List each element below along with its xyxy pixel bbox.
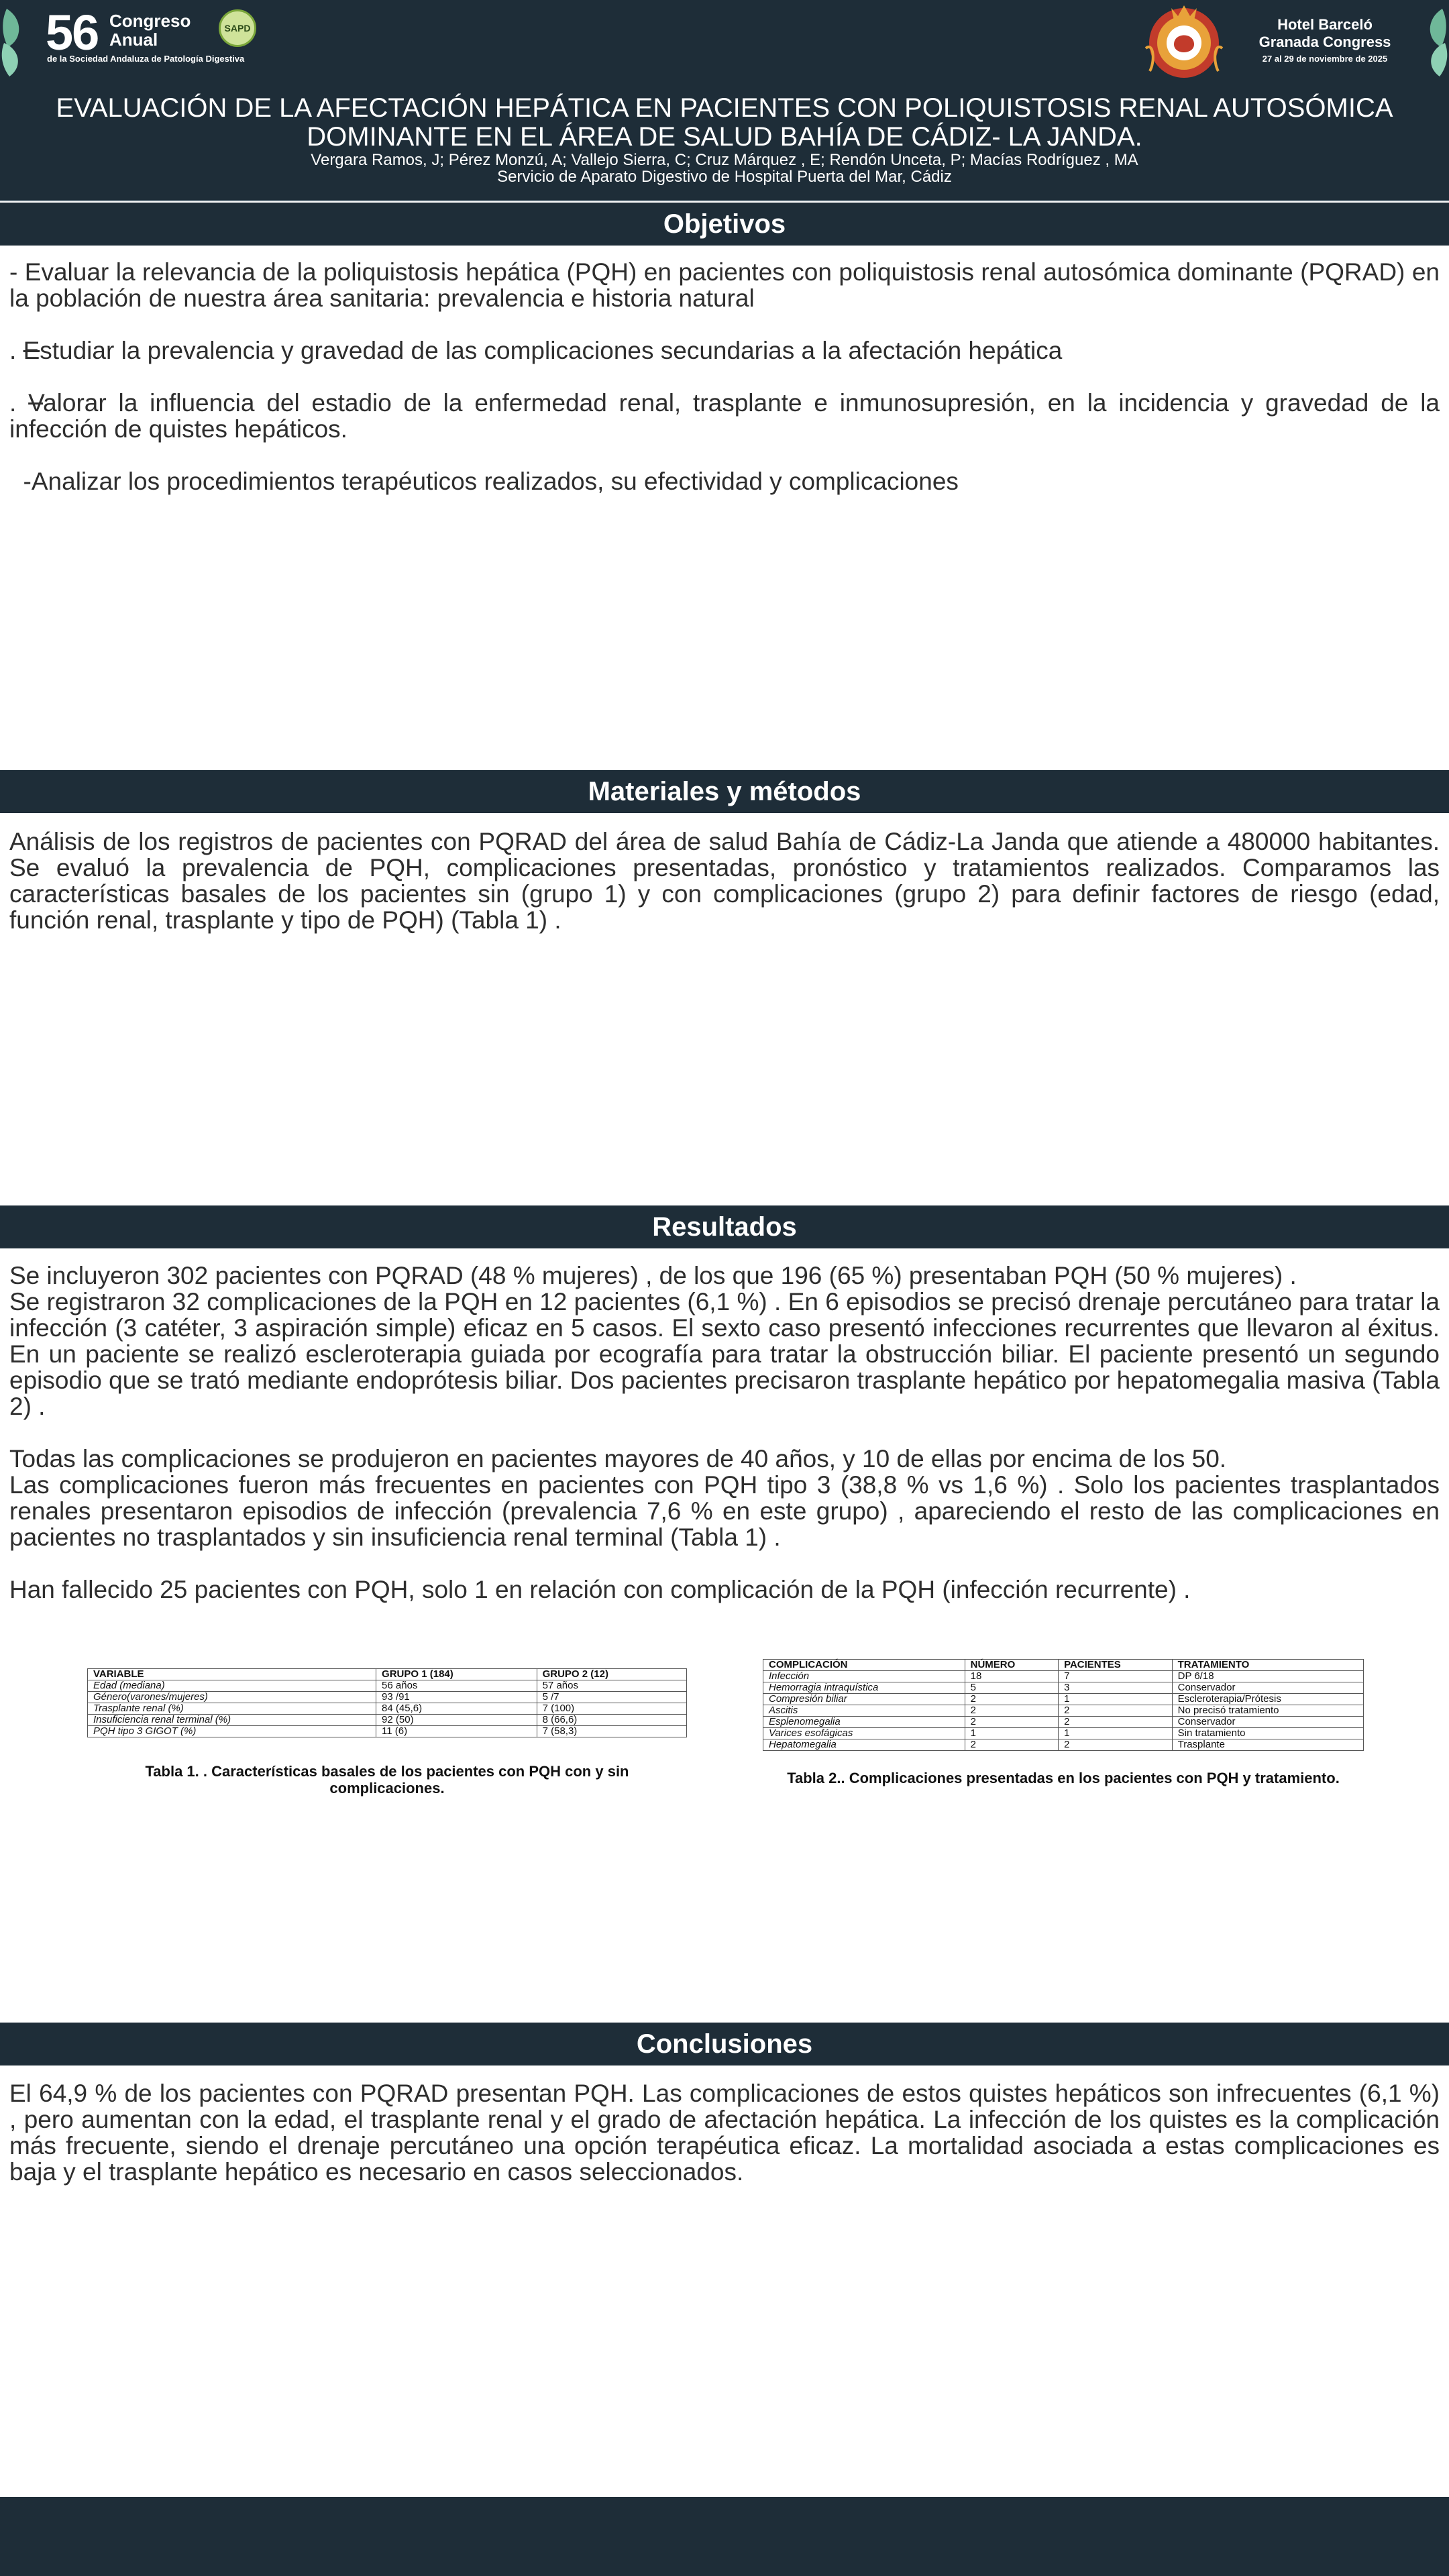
section-heading-conclusiones: Conclusiones [0,2023,1449,2065]
congress-word: Anual [109,30,158,50]
table-header-cell: COMPLICACIÓN [763,1660,965,1671]
table-row [763,1671,1364,1682]
table-cell: 8 (66,6) [537,1715,686,1726]
results-text [0,1262,1440,1603]
table-header-cell: GRUPO 1 (184) [376,1669,537,1680]
results-paragraph: Se incluyeron 302 pacientes con PQRAD (48 % mujeres) , de los que 196 (65 %) presentaban PQH (50 % mujeres) . [9,1262,1297,1289]
table-cell: 84 (45,6) [376,1703,537,1715]
objective-bullet: . [9,337,23,364]
table-cell: Insuficiencia renal terminal (%) [88,1715,376,1726]
table-row [88,1680,687,1692]
table-cell: 2 [965,1705,1058,1717]
table-cell: 5 [965,1682,1058,1694]
table-cell: 56 años [376,1680,537,1692]
table-cell: Conservador [1172,1682,1363,1694]
poster-title [27,94,1422,152]
table-cell: Hepatomegalia [763,1739,965,1751]
objective-strike-letter: V [28,389,44,417]
table-header-cell: NÚMERO [965,1660,1058,1671]
table-cell: Trasplante [1172,1739,1363,1751]
table-cell: Esplenomegalia [763,1717,965,1728]
table-cell: No precisó tratamiento [1172,1705,1363,1717]
table-header-cell: VARIABLE [88,1669,376,1680]
table-cell: Infección [763,1671,965,1682]
table-cell: Escleroterapia/Prótesis [1172,1694,1363,1705]
table-header-row [763,1660,1364,1671]
table-cell: 2 [965,1694,1058,1705]
results-paragraph: Se registraron 32 complicaciones de la PQH en 12 pacientes (6,1 %) . En 6 episodios se precisó drenaje percutáneo para tratar la infección (3 catéter, 3 aspiración simple) eficaz en 5 casos. El sexto caso presentó infecciones recurrentes que llevaron al éxitus. En un paciente se realizó escleroterapia guiada por ecografía para tratar la obstrucción biliar. El paciente presentó un segundo episodio que se trató mediante endoprótesis biliar. Dos pacientes precisaron trasplante hepático por hepatomegalia masiva (Tabla 2) . [9,1288,1440,1420]
poster-header [0,0,1449,200]
table-cell: 92 (50) [376,1715,537,1726]
table-cell: Compresión biliar [763,1694,965,1705]
title-line: EVALUACIÓN DE LA AFECTACIÓN HEPÁTICA EN PACIENTES CON POLIQUISTOSIS RENAL AUTOSÓMICA [56,93,1393,123]
table-cell: 5 /7 [537,1692,686,1703]
table-cell: Conservador [1172,1717,1363,1728]
objective-item: - Evaluar la relevancia de la poliquistosis hepática (PQH) en pacientes con poliquistosis renal autosómica dominante (PQRAD) en la población de nuestra área sanitaria: prevalencia e historia natural [9,258,1440,312]
table-header-cell: TRATAMIENTO [1172,1660,1363,1671]
section-heading-resultados: Resultados [0,1205,1449,1248]
results-paragraph: Todas las complicaciones se produjeron en pacientes mayores de 40 años, y 10 de ellas por encima de los 50. [9,1445,1227,1472]
congress-dates: 27 al 29 de noviembre de 2025 [1262,54,1388,64]
table-cell: 57 años [537,1680,686,1692]
table-cell: 2 [1059,1739,1173,1751]
granada-emblem-icon [1144,1,1224,80]
table-baseline-characteristics [87,1668,687,1737]
table-cell: 7 (100) [537,1703,686,1715]
objective-strike-letter: E [23,337,40,364]
objective-item [9,390,1440,442]
society-name: de la Sociedad Andaluza de Patología Digestiva [47,54,245,64]
methods-text: Análisis de los registros de pacientes con PQRAD del área de salud Bahía de Cádiz-La Janda que atiende a 480000 habitantes. Se evaluó la prevalencia de PQH, complicaciones presentadas, pronóstico y tratamientos realizados. Comparamos las características basales de los pacientes sin (grupo 1) y con complicaciones (grupo 2) para definir factores de riesgo (edad, función renal, trasplante y tipo de PQH) (Tabla 1) . [9,828,1440,934]
poster-footer [0,2497,1449,2576]
header-divider [0,200,1449,201]
table-cell: Edad (mediana) [88,1680,376,1692]
objective-item: -Analizar los procedimientos terapéuticos realizados, su efectividad y complicaciones [9,468,959,495]
table-cell: 11 (6) [376,1726,537,1737]
congress-number: 56 [46,5,99,60]
authors: Vergara Ramos, J; Pérez Monzú, A; Vallejo Sierra, C; Cruz Márquez , E; Rendón Unceta, P; Macías Rodríguez , MA [311,151,1138,169]
table-cell: 2 [1059,1717,1173,1728]
table-row [763,1728,1364,1739]
conclusions-text: El 64,9 % de los pacientes con PQRAD presentan PQH. Las complicaciones de estos quistes hepáticos son infrecuentes (6,1 %) , pero aumentan con la edad, el trasplante renal y el grado de afectación hepática. La infección de los quistes es la complicación más frecuente, siendo el drenaje percutáneo una opción terapéutica eficaz. La mortalidad asociada a estas complicaciones es baja y el trasplante hepático es necesario en casos seleccionados. [9,2080,1440,2186]
affiliation: Servicio de Aparato Digestivo de Hospital Puerta del Mar, Cádiz [497,168,952,186]
table-row [88,1726,687,1737]
table-header-cell: GRUPO 2 (12) [537,1669,686,1680]
table-complications [763,1659,1364,1751]
table-caption: Tabla 1. . Características basales de los pacientes con PQH con y sin complicaciones. [145,1763,629,1796]
title-line: DOMINANTE EN EL ÁREA DE SALUD BAHÍA DE CÁDIZ- LA JANDA. [307,122,1142,152]
table-cell: DP 6/18 [1172,1671,1363,1682]
table-cell: Trasplante renal (%) [88,1703,376,1715]
table-caption: Tabla 2.. Complicaciones presentadas en los pacientes con PQH y tratamiento. [787,1770,1340,1786]
section-heading-materiales: Materiales y métodos [0,770,1449,813]
sapd-logo: SAPD [219,9,256,47]
objective-item [9,337,1440,364]
table-row [763,1717,1364,1728]
table-row [763,1705,1364,1717]
section-heading-objetivos: Objetivos [0,203,1449,246]
table-cell: Varices esofágicas [763,1728,965,1739]
table-cell: PQH tipo 3 GIGOT (%) [88,1726,376,1737]
leaf-decoration-icon [1415,5,1449,79]
table-cell: 18 [965,1671,1058,1682]
table-header-row [88,1669,687,1680]
table-row [88,1692,687,1703]
table-cell: 2 [1059,1705,1173,1717]
author-block [27,152,1422,185]
table-header-cell: PACIENTES [1059,1660,1173,1671]
table-cell: 2 [965,1717,1058,1728]
results-paragraph: Las complicaciones fueron más frecuentes en pacientes con PQH tipo 3 (38,8 % vs 1,6 %) . Solo los pacientes trasplantados renales presentaron episodios de infección (prevalencia 7,6 % en este grupo) , apareciendo el resto de las complicaciones en pacientes no trasplantados y sin insuficiencia renal terminal (Tabla 1) . [9,1471,1440,1551]
table-cell: Hemorragia intraquística [763,1682,965,1694]
results-paragraph: Han fallecido 25 pacientes con PQH, solo 1 en relación con complicación de la PQH (infección recurrente) . [9,1576,1191,1603]
table-row [88,1715,687,1726]
congress-word: Congreso [109,11,191,31]
table-cell: 1 [1059,1728,1173,1739]
table-cell: 2 [965,1739,1058,1751]
venue-name: Granada Congress [1258,34,1391,50]
table-cell: Sin tratamiento [1172,1728,1363,1739]
table-cell: 7 (58,3) [537,1726,686,1737]
table-cell: 93 /91 [376,1692,537,1703]
table-cell: 3 [1059,1682,1173,1694]
table-row [763,1694,1364,1705]
objective-bullet: . [9,389,29,417]
table-row [88,1703,687,1715]
table-cell: 1 [965,1728,1058,1739]
table-cell: 1 [1059,1694,1173,1705]
table-cell: Ascitis [763,1705,965,1717]
table-cell: Género(varones/mujeres) [88,1692,376,1703]
objective-text: alorar la influencia del estadio de la enfermedad renal, trasplante e inmunosupresión, en la incidencia y gravedad de la infección de quistes hepáticos. [9,389,1440,443]
venue-name: Hotel Barceló [1277,16,1373,33]
objective-text: studiar la prevalencia y gravedad de las complicaciones secundarias a la afectación hepática [40,337,1063,364]
table-cell: 7 [1059,1671,1173,1682]
table-row [763,1739,1364,1751]
leaf-decoration-icon [0,5,34,79]
table-row [763,1682,1364,1694]
